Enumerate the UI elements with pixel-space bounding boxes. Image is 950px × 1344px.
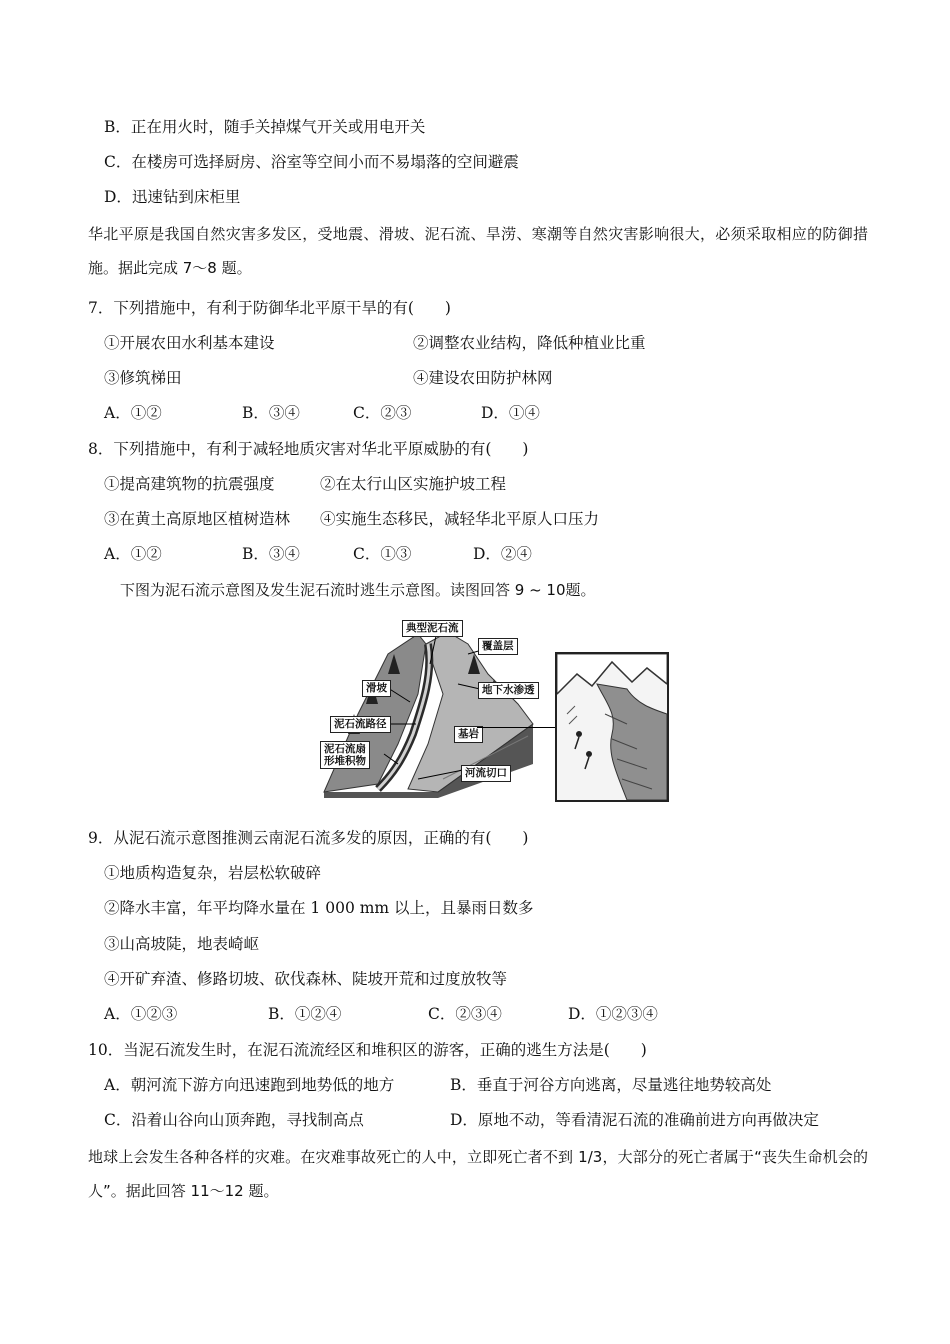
q8-item-4: ④实施生态移民，减轻华北平原人口压力 [320,510,600,528]
intro-9-10: 下图为泥石流示意图及发生泥石流时逃生示意图。读图回答 9 ~ 10题。 [120,581,596,599]
label-bedrock: 基岩 [454,726,483,743]
figure-connector [477,727,555,728]
label-cover-layer: 覆盖层 [478,638,518,655]
q9-item-4: ④开矿弃渣、修路切坡、砍伐森林、陡坡开荒和过度放牧等 [104,970,508,988]
q10-option-b: B．垂直于河谷方向逃离，尽量逃往地势较高处 [450,1076,772,1094]
q9-option-a: A．①②③ [104,1005,178,1023]
q10-stem: 10．当泥石流发生时，在泥石流流经区和堆积区的游客，正确的逃生方法是( ) [88,1041,647,1059]
person-icon [585,757,589,769]
intro-7-8: 华北平原是我国自然灾害多发区，受地震、滑坡、泥石流、旱涝、寒潮等自然灾害影响很大，必须采取相应的防御措施。据此完成 7～8 题。 [88,225,868,277]
q9-item-1: ①地质构造复杂，岩层松软破碎 [104,864,322,882]
label-landslide: 滑坡 [362,680,391,697]
q8-item-3: ③在黄土高原地区植树造林 [104,510,291,528]
q9-item-2: ②降水丰富，年平均降水量在 1 000 mm 以上，且暴雨日数多 [104,899,534,917]
q9-option-d: D．①②③④ [568,1005,658,1023]
q7-option-c: C．②③ [353,404,412,422]
q6-option-c: C．在楼房可选择厨房、浴室等空间小而不易塌落的空间避震 [104,153,519,171]
q10-option-a: A．朝河流下游方向迅速跑到地势低的地方 [104,1076,395,1094]
debris-flow-diagram [318,614,540,800]
q8-option-a: A．①② [104,545,162,563]
label-river-cut: 河流切口 [461,765,511,782]
q7-option-d: D．①④ [481,404,540,422]
label-debris-fan-line2: 形堆积物 [324,755,366,767]
q7-option-b: B．③④ [242,404,300,422]
person-icon [586,751,592,757]
q8-option-b: B．③④ [242,545,300,563]
q7-stem: 7．下列措施中，有利于防御华北平原干旱的有( ) [88,299,451,317]
q9-stem: 9．从泥石流示意图推测云南泥石流多发的原因，正确的有( ) [88,829,529,847]
q6-option-d: D．迅速钻到床柜里 [104,188,241,206]
escape-illustration-svg [557,654,667,800]
q8-item-2: ②在太行山区实施护坡工程 [320,475,507,493]
label-groundwater: 地下水渗透 [478,682,539,699]
label-debris-path: 泥石流路径 [330,716,391,733]
person-icon [576,731,582,737]
q7-item-1: ①开展农田水利基本建设 [104,334,275,352]
q7-option-a: A．①② [104,404,162,422]
q10-option-c: C．沿着山谷向山顶奔跑，寻找制高点 [104,1111,364,1129]
q9-option-b: B．①②④ [268,1005,342,1023]
q7-item-2: ②调整农业结构，降低种植业比重 [413,334,646,352]
label-debris-fan [320,741,370,769]
label-debris-fan-line1: 泥石流扇 [324,743,366,755]
person-icon [575,737,579,749]
label-typical-debris-flow: 典型泥石流 [402,620,463,637]
q8-option-c: C．①③ [353,545,412,563]
q9-option-c: C．②③④ [428,1005,502,1023]
q7-item-3: ③修筑梯田 [104,369,182,387]
q8-option-d: D．②④ [473,545,532,563]
q8-item-1: ①提高建筑物的抗震强度 [104,475,275,493]
escape-arrow-icon [567,706,577,724]
q7-item-4: ④建设农田防护林网 [413,369,553,387]
q9-item-3: ③山高坡陡，地表崎岖 [104,935,260,953]
escape-illustration [555,652,669,802]
q6-option-b: B．正在用火时，随手关掉煤气开关或用电开关 [104,118,426,136]
q10-option-d: D．原地不动，等看清泥石流的准确前进方向再做决定 [450,1111,819,1129]
intro-11-12: 地球上会发生各种各样的灾难。在灾难事故死亡的人中，立即死亡者不到 1/3，大部分的死亡者属于“丧失生命机会的人”。据此回答 11～12 题。 [88,1148,868,1200]
q8-stem: 8．下列措施中，有利于减轻地质灾害对华北平原威胁的有( ) [88,440,529,458]
